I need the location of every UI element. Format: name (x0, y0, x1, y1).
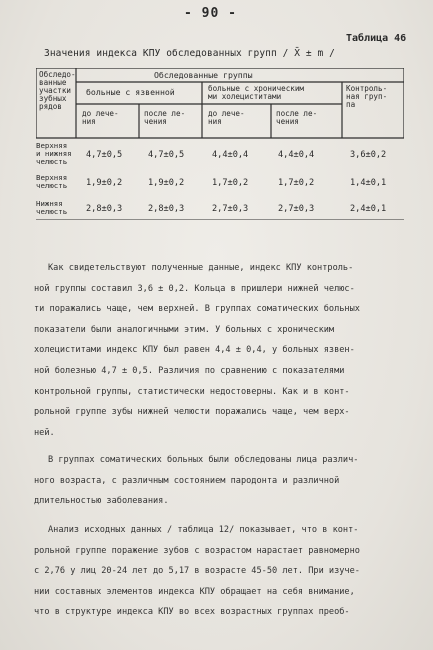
table-cell: 4,7±0,5 (86, 150, 123, 160)
row-label-lower-jaw: Нижняя челюсть (36, 199, 68, 216)
table-cell: 1,7±0,2 (278, 178, 315, 188)
header-before-treatment-a: до лече- ния (82, 109, 119, 126)
table-cell: 4,4±0,4 (212, 150, 249, 160)
header-group-cholecystitis: больные с хроническим ми холециститами (208, 84, 305, 101)
table-cell: 2,8±0,3 (148, 204, 185, 214)
table-cell: 2,7±0,3 (278, 204, 315, 214)
header-control-group: Контроль- ная груп- па (346, 84, 388, 109)
paragraph-kpu-findings: Как свидетельствуют полученные данные, индекс КПУ контроль- ной группы составил 3,6 ± 0,2. Кольца в пришлери нижней челюс- ти поражались чаще, чем верхней. В группах соматических больных показатели были аналогичными этим. У больных с хроническим холециститами индекс КПУ был равен 4,4 ± 0,4, у больных язвен- ной болезнью 4,7 ± 0,5. Различия по сравнению с показателями контрольной группы, статистически недостоверны. Как и в конт- рольной группе зубы нижней челюсти поражались чаще, чем верх- ней. (34, 263, 360, 438)
header-after-treatment-b: после ле- чения (276, 109, 318, 126)
row-label-upper-jaw: Верхняя челюсть (36, 173, 68, 190)
table-cell: 3,6±0,2 (350, 150, 387, 160)
header-after-treatment-a: после ле- чения (144, 109, 186, 126)
table-cell: 2,7±0,3 (212, 204, 249, 214)
header-before-treatment-b: до лече- ния (208, 109, 245, 126)
paragraph-age-analysis: Анализ исходных данных / таблица 12/ показывает, что в конт- рольной группе поражение зубов с возрастом нарастает равномерно с 2,76 у лиц 20-24 лет до 5,17 в возрасте 45-50 лет. При изуче- нии составных элементов индекса КПУ обращает на себя внимание, что в структуре индекса КПУ во всех возрастных группах преоб- (34, 525, 360, 618)
header-group-ulcer: больные с язвенной (86, 87, 175, 97)
table-cell: 1,9±0,2 (86, 178, 123, 188)
kpu-index-table (36, 68, 404, 220)
table-cell: 2,8±0,3 (86, 204, 123, 214)
table-cell: 1,4±0,1 (350, 178, 387, 188)
table-title: Значения индекса КПУ обследованных групп / X̄ ± m / (44, 48, 335, 59)
paragraph-somatic-groups: В группах соматических больных были обследованы лица различ- ного возраста, с различным состоянием пародонта и различной длительностью заболевания. (34, 455, 359, 507)
header-groups: Обследованные группы (154, 70, 253, 80)
row-label-upper-lower-jaw: Верхняя и нижняя челюсть (36, 141, 72, 166)
page-number: - 90 - (184, 6, 237, 21)
table-label: Таблица 46 (346, 33, 407, 44)
table-cell: 4,7±0,5 (148, 150, 185, 160)
table-cell: 2,4±0,1 (350, 204, 387, 214)
table-cell: 1,9±0,2 (148, 178, 185, 188)
table-cell: 1,7±0,2 (212, 178, 249, 188)
table-cell: 4,4±0,4 (278, 150, 315, 160)
header-area-label: Обследо- ванные участки зубных рядов (39, 70, 76, 111)
